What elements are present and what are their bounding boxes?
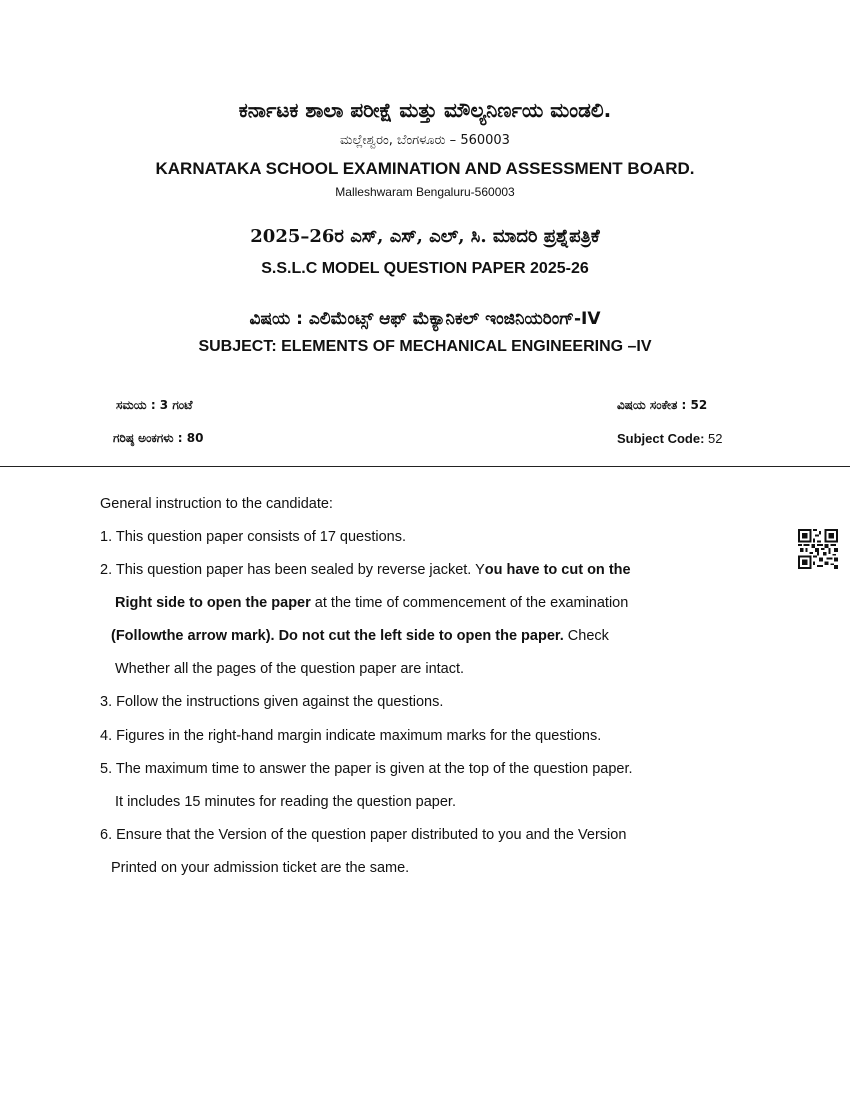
instruction-2-text-f: Check (563, 628, 609, 644)
header-divider (0, 466, 850, 467)
subject-code-label: Subject Code: (617, 431, 705, 446)
subject-code-kannada: ವಿಷಯ ಸಂಕೇತ : 52 (617, 398, 708, 412)
instruction-5-line-1: 5. The maximum time to answer the paper is given at the top of the question paper. (100, 761, 633, 777)
instruction-2-line-4: Whether all the pages of the question paper are intact. (115, 661, 465, 677)
instruction-2-line-2 (115, 595, 628, 611)
instruction-2-text-b: ou have to cut on the (484, 562, 631, 578)
board-name-english: KARNATAKA SCHOOL EXAMINATION AND ASSESSMENT BOARD. (155, 159, 695, 178)
max-marks: ಗರಿಷ್ಠ ಅಂಕಗಳು : 80 (113, 431, 204, 445)
subject-code-english (617, 431, 723, 446)
paper-title-kannada: 2025–26ರ ಎಸ್, ಎಸ್, ಎಲ್, ಸಿ. ಮಾದರಿ ಪ್ರಶ್ನೆಪತ್ರಿಕೆ (250, 226, 600, 247)
instruction-6-line-2: Printed on your admission ticket are the same. (111, 860, 410, 876)
instruction-2-text-a: 2. This question paper has been sealed by reverse jacket. Y (100, 562, 485, 578)
subject-code-value: 52 (708, 431, 723, 446)
paper-title-english: S.S.L.C MODEL QUESTION PAPER 2025-26 (261, 260, 589, 277)
instruction-5-line-2: It includes 15 minutes for reading the question paper. (115, 794, 456, 810)
instruction-2-text-e: (Followthe arrow mark). Do not cut the left side to open the paper. (111, 628, 564, 644)
subject-english: SUBJECT: ELEMENTS OF MECHANICAL ENGINEERING –IV (198, 338, 652, 355)
exam-time: ಸಮಯ : 3 ಗಂಟೆ (116, 398, 193, 412)
instruction-2-line-1 (100, 562, 631, 578)
instruction-2-text-c: Right side to open the paper (115, 595, 311, 611)
board-name-kannada: ಕರ್ನಾಟಕ ಶಾಲಾ ಪರೀಕ್ಷೆ ಮತ್ತು ಮೌಲ್ಯನಿರ್ಣಯ ಮಂಡಲಿ. (238, 98, 612, 122)
instruction-2-text-d: at the time of commencement of the examination (310, 595, 629, 611)
instructions-heading: General instruction to the candidate: (100, 496, 333, 512)
qr-code-icon (798, 529, 838, 569)
instruction-2-line-3 (111, 628, 609, 644)
subject-kannada: ವಿಷಯ : ಎಲಿಮೆಂಟ್ಸ್ ಆಫ್ ಮೆಕ್ಯಾನಿಕಲ್ ಇಂಜಿನಿಯರಿಂಗ್-IV (249, 309, 601, 329)
instruction-3: 3. Follow the instructions given against the questions. (100, 694, 444, 710)
instruction-6-line-1: 6. Ensure that the Version of the question paper distributed to you and the Version (100, 827, 627, 843)
instruction-1: 1. This question paper consists of 17 questions. (100, 529, 407, 545)
instruction-4: 4. Figures in the right-hand margin indicate maximum marks for the questions. (100, 728, 602, 744)
board-address-kannada: ಮಲ್ಲೇಶ್ವರಂ, ಬೆಂಗಳೂರು – 560003 (340, 133, 510, 148)
board-address-english: Malleshwaram Bengaluru-560003 (335, 185, 515, 199)
